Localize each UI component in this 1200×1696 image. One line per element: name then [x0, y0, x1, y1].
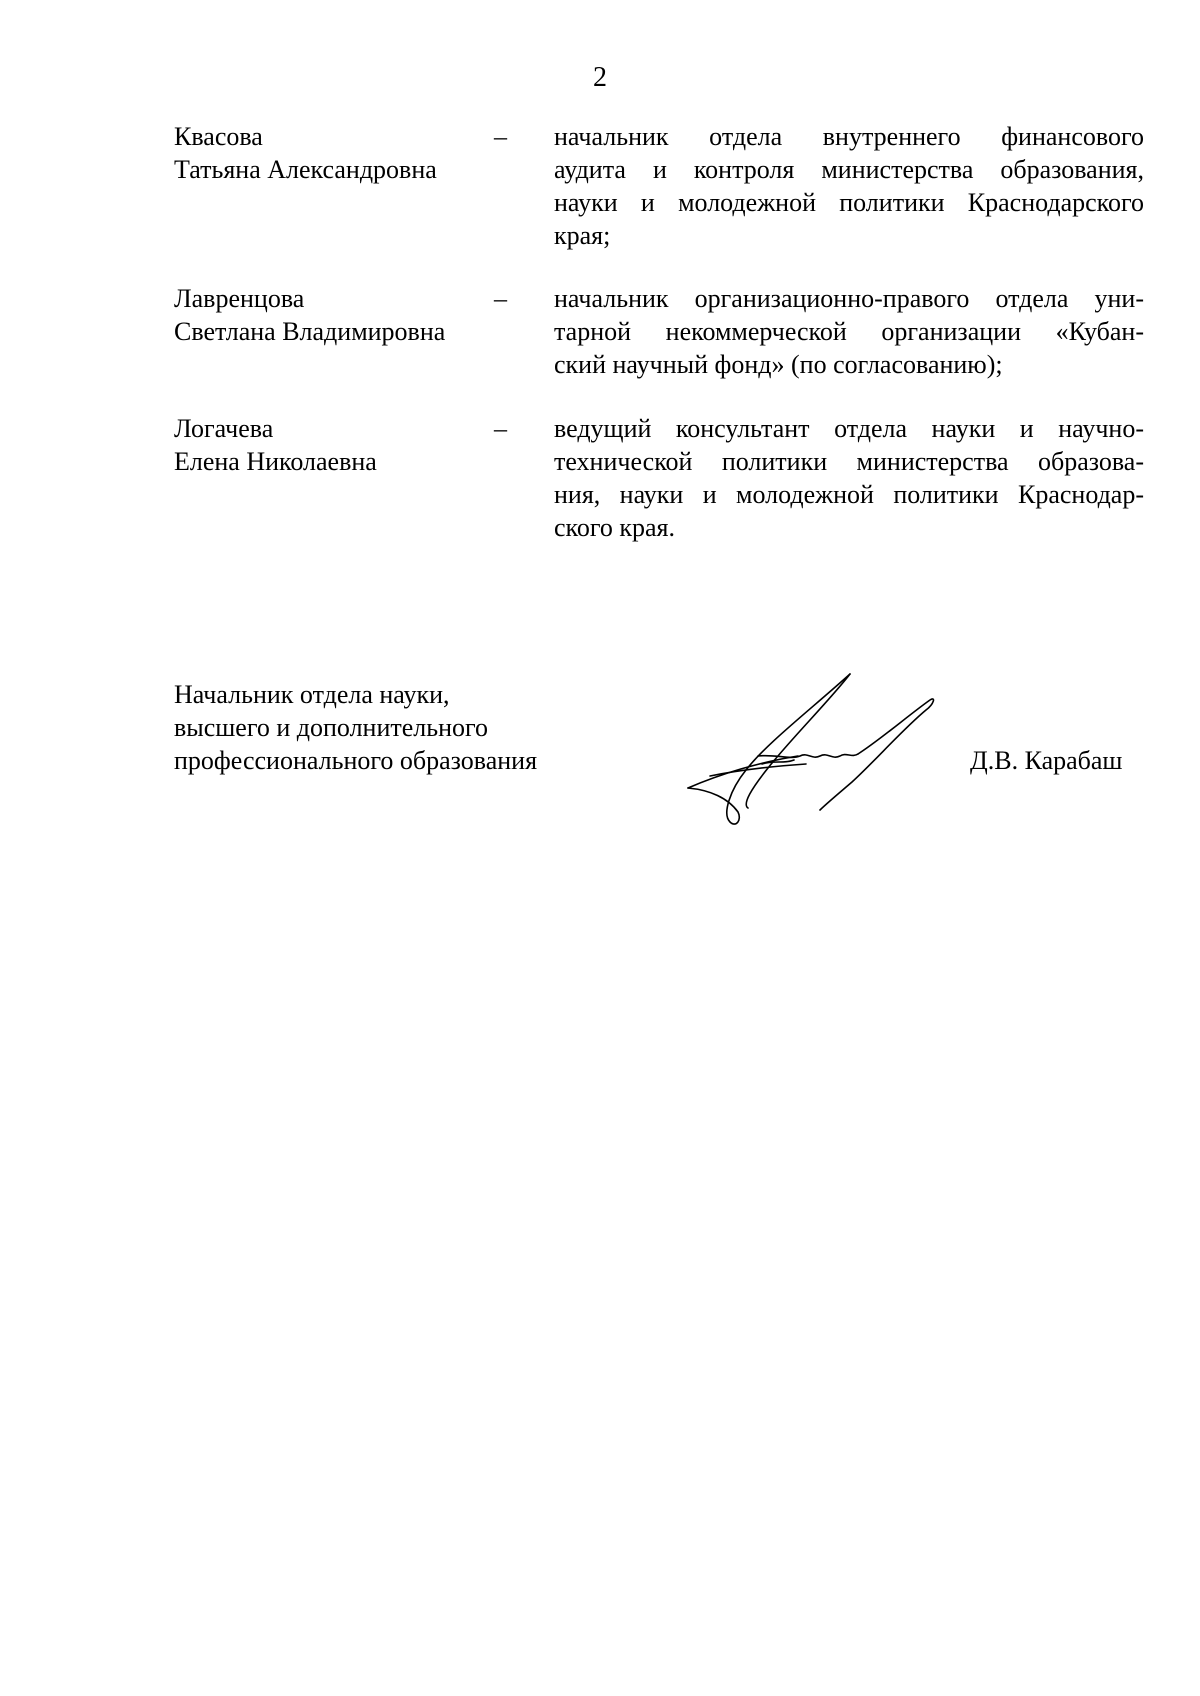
member-position — [554, 120, 1144, 252]
signatory-title — [174, 678, 674, 777]
position-line: начальник организационно-правого отдела уни- — [554, 284, 1144, 313]
member-surname: Лавренцова — [174, 284, 305, 313]
member-surname: Логачева — [174, 414, 274, 443]
position-line: ский научный фонд» (по согласованию); — [554, 350, 1003, 379]
signatory-title-line: профессионального образования — [174, 746, 538, 775]
page-number: 2 — [593, 62, 607, 93]
position-line: ния, науки и молодежной политики Краснодар- — [554, 480, 1144, 509]
position-line: аудита и контроля министерства образования, — [554, 155, 1144, 184]
member-given-names: Елена Николаевна — [174, 447, 377, 476]
position-line: технической политики министерства образова- — [554, 447, 1144, 476]
signatory-title-line: высшего и дополнительного — [174, 713, 489, 742]
member-position — [554, 412, 1144, 544]
member-name — [174, 412, 494, 478]
signer-name: Д.В. Карабаш — [970, 746, 1123, 775]
position-line: тарной некоммерческой организации «Кубан- — [554, 317, 1144, 346]
handwritten-signature — [680, 670, 960, 830]
position-line: начальник отдела внутреннего финансового — [554, 122, 1144, 151]
position-line: науки и молодежной политики Краснодарского — [554, 188, 1144, 217]
member-given-names: Светлана Владимировна — [174, 317, 446, 346]
entry-dash: – — [494, 414, 507, 443]
member-name — [174, 282, 494, 348]
member-given-names: Татьяна Александровна — [174, 155, 437, 184]
member-name — [174, 120, 494, 186]
signatory-title-line: Начальник отдела науки, — [174, 680, 450, 709]
member-surname: Квасова — [174, 122, 263, 151]
position-line: ского края. — [554, 513, 675, 542]
position-line: края; — [554, 221, 611, 250]
entry-dash: – — [494, 284, 507, 313]
entry-dash: – — [494, 122, 507, 151]
member-position — [554, 282, 1144, 381]
position-line: ведущий консультант отдела науки и научно- — [554, 414, 1144, 443]
